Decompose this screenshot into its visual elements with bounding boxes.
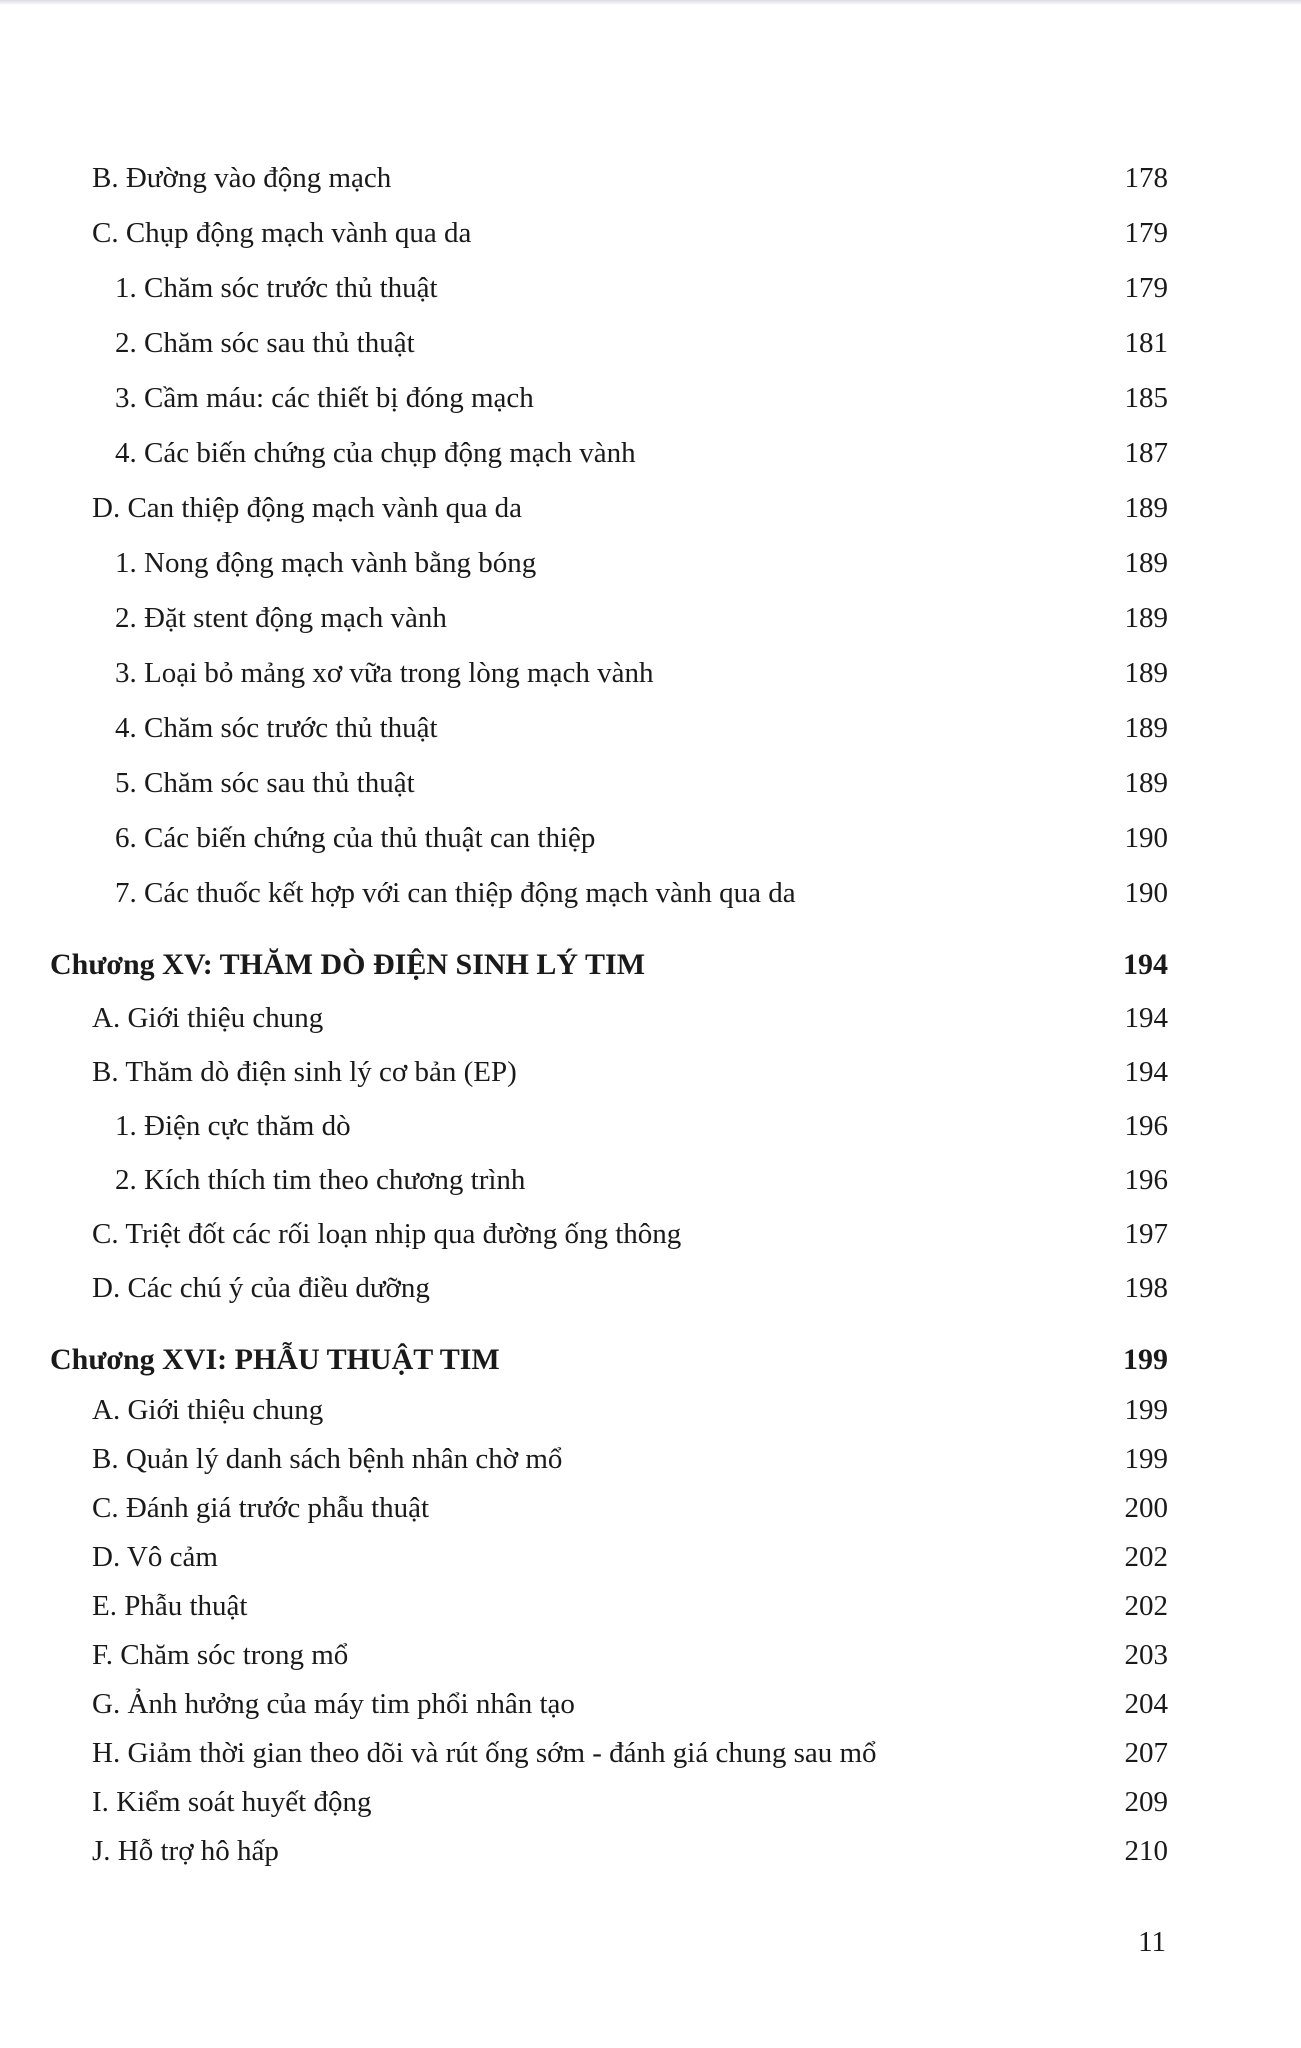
toc-entry-title: 1. Chăm sóc trước thủ thuật <box>115 272 438 304</box>
toc-entry-page: 190 <box>1124 822 1168 854</box>
toc-entry-title: 4. Chăm sóc trước thủ thuật <box>115 712 438 744</box>
toc-entry-title: C. Triệt đốt các rối loạn nhịp qua đường ống thông <box>92 1218 682 1250</box>
toc-entry-page: 189 <box>1124 602 1168 634</box>
toc-entry-page: 178 <box>1124 162 1168 194</box>
toc-entry <box>0 998 1301 1038</box>
toc-entry-title: E. Phẫu thuật <box>92 1590 248 1622</box>
toc-entry <box>0 1831 1301 1871</box>
toc-entry-page: 209 <box>1124 1786 1168 1818</box>
toc-entry-title: 2. Chăm sóc sau thủ thuật <box>115 327 415 359</box>
toc-entry-page: 200 <box>1124 1492 1168 1524</box>
toc-entry-title: F. Chăm sóc trong mổ <box>92 1639 349 1671</box>
toc-entry-title: 7. Các thuốc kết hợp với can thiệp động mạch vành qua da <box>115 877 796 909</box>
toc-entry <box>0 1160 1301 1200</box>
toc-entry-title: 1. Điện cực thăm dò <box>115 1110 351 1142</box>
toc-entry-page: 202 <box>1124 1541 1168 1573</box>
toc-entry-title: Chương XVI: PHẪU THUẬT TIM <box>50 1343 500 1376</box>
toc-entry-title: D. Vô cảm <box>92 1541 218 1573</box>
toc-entry-title: 2. Đặt stent động mạch vành <box>115 602 447 634</box>
toc-entry-page: 189 <box>1124 657 1168 689</box>
toc-chapter-entry <box>0 1340 1301 1380</box>
toc-entry-title: C. Đánh giá trước phẫu thuật <box>92 1492 430 1524</box>
toc-entry-page: 202 <box>1124 1590 1168 1622</box>
toc-entry-title: 6. Các biến chứng của thủ thuật can thiệp <box>115 822 596 854</box>
toc-entry-page: 187 <box>1124 437 1168 469</box>
toc-entry-page: 198 <box>1124 1272 1168 1304</box>
toc-entry-title: A. Giới thiệu chung <box>92 1394 324 1426</box>
toc-entry <box>0 1390 1301 1430</box>
toc-entry-title: G. Ảnh hưởng của máy tim phổi nhân tạo <box>92 1688 575 1720</box>
toc-entry-page: 204 <box>1124 1688 1168 1720</box>
toc-entry <box>0 1488 1301 1528</box>
toc-entry-title: B. Quản lý danh sách bệnh nhân chờ mổ <box>92 1443 563 1475</box>
toc-entry-title: I. Kiểm soát huyết động <box>92 1786 372 1818</box>
toc-entry <box>0 213 1301 253</box>
toc-entry-page: 189 <box>1124 767 1168 799</box>
toc-entry-page: 199 <box>1124 1443 1168 1475</box>
toc-entry-title: 2. Kích thích tim theo chương trình <box>115 1164 526 1196</box>
toc-entry <box>0 598 1301 638</box>
toc-entry <box>0 1537 1301 1577</box>
toc-entry-page: 190 <box>1124 877 1168 909</box>
toc-entry-title: B. Đường vào động mạch <box>92 162 392 194</box>
toc-entry-title: C. Chụp động mạch vành qua da <box>92 217 472 249</box>
toc-entry <box>0 1268 1301 1308</box>
toc-entry <box>0 1782 1301 1822</box>
toc-entry-page: 179 <box>1124 272 1168 304</box>
toc-entry <box>0 1684 1301 1724</box>
toc-entry <box>0 378 1301 418</box>
toc-entry-page: 189 <box>1124 712 1168 744</box>
toc-entry <box>0 818 1301 858</box>
toc-entry-page: 185 <box>1124 382 1168 414</box>
toc-entry-title: 1. Nong động mạch vành bằng bóng <box>115 547 537 579</box>
toc-entry <box>0 488 1301 528</box>
toc-entry <box>0 763 1301 803</box>
toc-entry-page: 196 <box>1124 1164 1168 1196</box>
toc-entry <box>0 158 1301 198</box>
toc-entry <box>0 653 1301 693</box>
toc-entry-page: 194 <box>1124 1002 1168 1034</box>
toc-entry-title: D. Can thiệp động mạch vành qua da <box>92 492 523 524</box>
toc-entry-title: A. Giới thiệu chung <box>92 1002 324 1034</box>
toc-entry <box>0 1214 1301 1254</box>
toc-entry <box>0 1586 1301 1626</box>
toc-entry <box>0 323 1301 363</box>
toc-entry <box>0 268 1301 308</box>
toc-entry <box>0 1439 1301 1479</box>
toc-entry-title: B. Thăm dò điện sinh lý cơ bản (EP) <box>92 1056 517 1088</box>
toc-entry-page: 203 <box>1124 1639 1168 1671</box>
toc-entry-title: D. Các chú ý của điều dưỡng <box>92 1272 430 1304</box>
toc-entry-title: J. Hỗ trợ hô hấp <box>92 1835 279 1867</box>
toc-entry-title: 3. Cầm máu: các thiết bị đóng mạch <box>115 382 534 414</box>
toc-entry-page: 194 <box>1124 1056 1168 1088</box>
toc-entry <box>0 1635 1301 1675</box>
toc-chapter-entry <box>0 945 1301 985</box>
toc-entry-page: 194 <box>1123 948 1168 981</box>
toc-entry <box>0 873 1301 913</box>
toc-entry-page: 196 <box>1124 1110 1168 1142</box>
toc-entry-title: H. Giảm thời gian theo dõi và rút ống sớm - đánh giá chung sau mổ <box>92 1737 877 1769</box>
toc-entry <box>0 708 1301 748</box>
toc-entry <box>0 433 1301 473</box>
page-number: 11 <box>1138 1926 1166 1958</box>
toc-entry <box>0 1106 1301 1146</box>
toc-entry-page: 210 <box>1124 1835 1168 1867</box>
toc-entry-title: 4. Các biến chứng của chụp động mạch vành <box>115 437 636 469</box>
toc-entry <box>0 543 1301 583</box>
toc-entry-page: 207 <box>1124 1737 1168 1769</box>
toc-entry-page: 189 <box>1124 547 1168 579</box>
toc-entry-page: 189 <box>1124 492 1168 524</box>
toc-entry-title: Chương XV: THĂM DÒ ĐIỆN SINH LÝ TIM <box>50 948 646 981</box>
toc-entry <box>0 1733 1301 1773</box>
toc-entry <box>0 1052 1301 1092</box>
toc-entry-page: 199 <box>1123 1343 1168 1376</box>
toc-entry-page: 181 <box>1124 327 1168 359</box>
toc-entry-page: 179 <box>1124 217 1168 249</box>
toc-entry-page: 197 <box>1124 1218 1168 1250</box>
toc-entry-page: 199 <box>1124 1394 1168 1426</box>
toc-entry-title: 5. Chăm sóc sau thủ thuật <box>115 767 415 799</box>
toc-entry-title: 3. Loại bỏ mảng xơ vữa trong lòng mạch vành <box>115 657 654 689</box>
